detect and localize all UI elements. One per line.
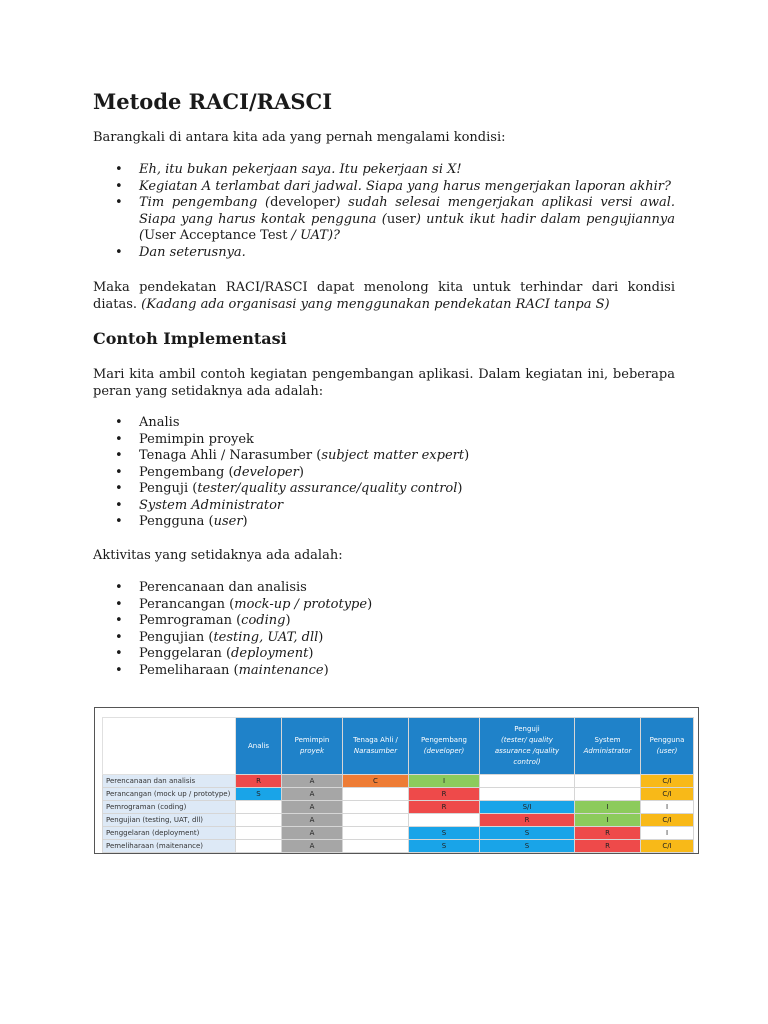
- raci-activity-cell: Perancangan (mock up / prototype): [103, 788, 236, 801]
- raci-cell: S: [409, 827, 480, 840]
- role-item-text: Pemimpin proyek: [139, 431, 254, 447]
- raci-cell: [343, 827, 409, 840]
- raci-cell: I: [409, 775, 480, 788]
- raci-header-line: Narasumber: [353, 747, 398, 755]
- raci-cell: I: [575, 801, 641, 814]
- raci-table-figure: [94, 707, 699, 854]
- condition-text: Tim pengembang (: [139, 195, 271, 210]
- raci-column-header: [343, 718, 409, 775]
- role-item-text: Pengguna (: [139, 514, 214, 529]
- activity-item-term: maintenance: [238, 662, 324, 678]
- raci-cell: [343, 788, 409, 801]
- raci-cell: A: [282, 840, 343, 853]
- activity-item: [93, 630, 675, 647]
- raci-header-row: [103, 718, 694, 775]
- raci-header-line: Pengguna: [649, 736, 685, 744]
- raci-cell: [480, 775, 575, 788]
- role-item-text: Pengembang (: [139, 464, 234, 480]
- raci-header-line: Analis: [247, 741, 270, 750]
- activity-item-text: Penggelaran (: [139, 646, 232, 661]
- raci-activity-cell: Penggelaran (deployment): [103, 827, 236, 840]
- raci-cell: R: [575, 840, 641, 853]
- raci-cell: [343, 814, 409, 827]
- raci-cell: C: [343, 775, 409, 788]
- role-item-text: Penguji (: [139, 481, 198, 496]
- raci-cell: [236, 801, 282, 814]
- activity-item-term: testing, UAT, dll: [213, 629, 319, 645]
- condition-item: [93, 195, 675, 245]
- role-item-term: tester/quality assurance/quality control: [197, 481, 458, 496]
- condition-text: developer: [270, 195, 336, 210]
- role-item: [93, 415, 675, 432]
- role-item: [93, 481, 675, 498]
- raci-cell: S: [409, 840, 480, 853]
- raci-cell: [236, 814, 282, 827]
- activity-item-close: ): [367, 596, 373, 612]
- raci-cell: [236, 827, 282, 840]
- raci-cell: [409, 814, 480, 827]
- raci-column-header: [282, 718, 343, 775]
- paragraph-text: Maka pendekatan RACI/RASCI dapat menolong kita untuk terhindar dari kondisi diatas.: [93, 280, 675, 312]
- raci-cell: [575, 788, 641, 801]
- activity-item: [93, 646, 675, 663]
- condition-item: • Dan seterusnya.: [93, 245, 675, 262]
- role-item: [93, 514, 675, 531]
- raci-cell: S: [480, 827, 575, 840]
- role-item-text: Tenaga Ahli / Narasumber (: [139, 448, 322, 463]
- raci-cell: I: [575, 814, 641, 827]
- condition-text: ) untuk ikut hadir dalam pengujiannya (: [139, 211, 675, 243]
- conditions-list: [93, 162, 675, 261]
- activity-item-text: Pengujian (: [139, 629, 214, 645]
- raci-activity-cell: Pengujian (testing, UAT, dll): [103, 814, 236, 827]
- raci-cell: [343, 840, 409, 853]
- raci-column-header: [641, 718, 694, 775]
- raci-cell: R: [575, 827, 641, 840]
- activity-item-text: Pemeliharaan (: [139, 662, 239, 678]
- raci-cell: A: [282, 814, 343, 827]
- raci-row: [103, 775, 694, 788]
- raci-header-line: assurance /quality: [494, 747, 560, 755]
- raci-cell: R: [236, 775, 282, 788]
- raci-column-header: [409, 718, 480, 775]
- activity-item-close: ): [318, 629, 324, 645]
- raci-activity-cell: Pemrograman (coding): [103, 801, 236, 814]
- raci-column-header: [236, 718, 282, 775]
- raci-row: [103, 788, 694, 801]
- raci-activity-cell: Pemeliharaan (maitenance): [103, 840, 236, 853]
- activity-item-close: ): [323, 662, 329, 678]
- raci-column-header: [575, 718, 641, 775]
- raci-header-line: Administrator: [583, 747, 632, 755]
- role-item: [93, 448, 675, 465]
- raci-header-line: control): [513, 758, 541, 766]
- raci-header-line: Pemimpin: [294, 736, 330, 744]
- raci-table: [102, 717, 694, 853]
- role-item-term: System Administrator: [139, 497, 284, 513]
- raci-cell: I: [641, 801, 694, 814]
- raci-cell: I: [641, 827, 694, 840]
- role-item-close: ): [457, 481, 463, 496]
- raci-cell: A: [282, 788, 343, 801]
- activities-intro: Aktivitas yang setidaknya ada adalah:: [93, 548, 343, 563]
- role-item: [93, 465, 675, 482]
- role-item-close: ): [464, 448, 470, 463]
- raci-cell: R: [409, 788, 480, 801]
- activity-item: [93, 597, 675, 614]
- raci-cell: S/I: [480, 801, 575, 814]
- raci-cell: [480, 788, 575, 801]
- raci-header-blank: [103, 718, 236, 775]
- raci-header-line: System: [594, 736, 621, 744]
- raci-header-line: Tenaga Ahli /: [353, 736, 398, 744]
- condition-item: • Eh, itu bukan pekerjaan saya. Itu pekerjaan si X!: [93, 162, 675, 179]
- raci-row: [103, 840, 694, 853]
- role-item: [93, 432, 675, 449]
- role-item-term: subject matter expert: [321, 448, 465, 463]
- role-item-close: ): [298, 464, 304, 480]
- raci-column-header: [480, 718, 575, 775]
- condition-item: • Kegiatan A terlambat dari jadwal. Siapa yang harus mengerjakan laporan akhir?: [93, 179, 675, 196]
- activity-item: [93, 580, 675, 597]
- raci-cell: C/I: [641, 788, 694, 801]
- activity-item: [93, 613, 675, 630]
- raci-cell: C/I: [641, 814, 694, 827]
- activities-list: [93, 580, 675, 679]
- raci-header-line: (tester/ quality: [501, 736, 553, 744]
- raci-cell: [343, 801, 409, 814]
- raci-cell: [575, 775, 641, 788]
- roles-list: [93, 415, 675, 531]
- raci-cell: S: [480, 840, 575, 853]
- raci-cell: A: [282, 801, 343, 814]
- condition-text: User Acceptance Test: [144, 228, 288, 243]
- section-title: Contoh Implementasi: [93, 329, 287, 348]
- activity-item: [93, 663, 675, 680]
- raci-cell: C/I: [641, 775, 694, 788]
- raci-cell: [236, 840, 282, 853]
- raci-row: [103, 801, 694, 814]
- role-item-text: Analis: [139, 415, 180, 430]
- raci-header-line: (developer): [423, 747, 465, 755]
- raci-cell: R: [409, 801, 480, 814]
- raci-header-line: (user): [656, 747, 678, 755]
- page-title: Metode RACI/RASCI: [93, 89, 333, 114]
- activity-item-term: deployment: [231, 646, 309, 661]
- raci-cell: C/I: [641, 840, 694, 853]
- section-intro: Mari kita ambil contoh kegiatan pengembangan aplikasi. Dalam kegiatan ini, beberapa peran yang setidaknya ada adalah:: [93, 367, 675, 399]
- role-item-term: user: [213, 514, 243, 529]
- paragraph-raci: [93, 279, 675, 313]
- condition-text: ) sudah selesai mengerjakan aplikasi versi awal. Siapa yang harus kontak pengguna (: [139, 195, 675, 227]
- raci-row: [103, 814, 694, 827]
- activity-item-term: coding: [241, 613, 286, 628]
- activity-item-text: Perencanaan dan analisis: [139, 580, 307, 595]
- activity-item-close: ): [308, 646, 314, 661]
- raci-row: [103, 827, 694, 840]
- paragraph-note: (Kadang ada organisasi yang menggunakan pendekatan RACI tanpa S): [141, 297, 610, 312]
- raci-header-line: Penguji: [514, 725, 540, 733]
- raci-cell: A: [282, 827, 343, 840]
- condition-text: user: [386, 211, 416, 227]
- raci-activity-cell: Perencanaan dan analisis: [103, 775, 236, 788]
- activity-item-text: Perancangan (: [139, 596, 235, 612]
- role-item-term: developer: [233, 464, 299, 480]
- raci-cell: A: [282, 775, 343, 788]
- condition-text: / UAT)?: [287, 228, 341, 243]
- raci-header-line: Pengembang: [421, 736, 467, 744]
- activity-item-text: Pemrograman (: [139, 613, 242, 628]
- raci-cell: S: [236, 788, 282, 801]
- activity-item-term: mock-up / prototype: [234, 596, 368, 612]
- role-item: [93, 498, 675, 515]
- intro-paragraph: Barangkali di antara kita ada yang pernah mengalami kondisi:: [93, 130, 506, 145]
- raci-header-line: proyek: [299, 747, 325, 755]
- activity-item-close: ): [285, 613, 291, 628]
- role-item-close: ): [242, 514, 248, 529]
- raci-cell: R: [480, 814, 575, 827]
